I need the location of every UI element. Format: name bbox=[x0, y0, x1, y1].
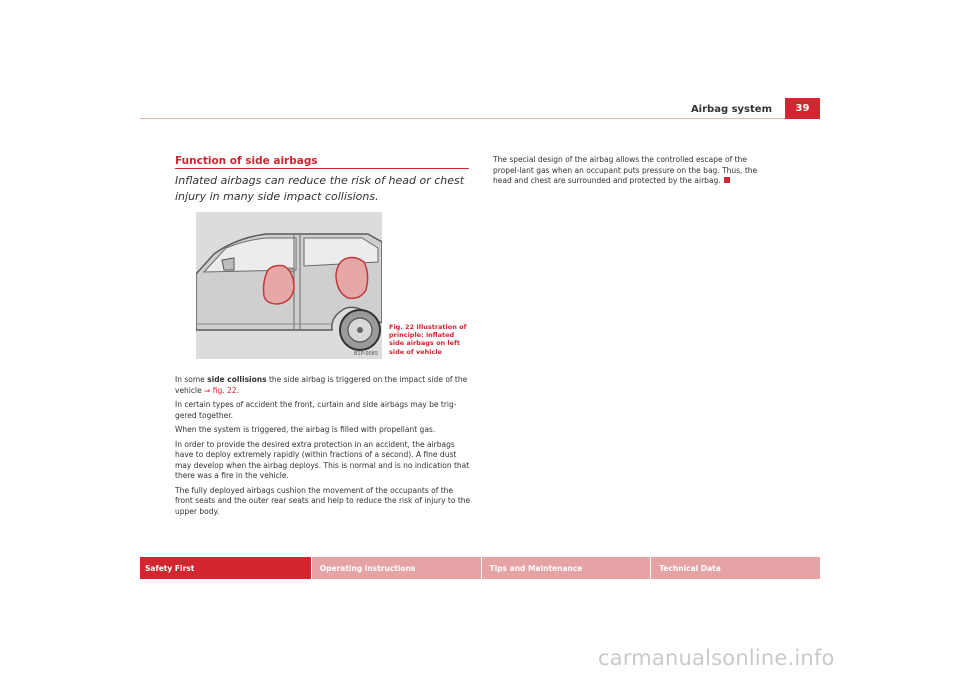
page-number: 39 bbox=[785, 98, 820, 119]
chapter-tab-bar bbox=[140, 557, 820, 579]
tab-operating-instructions[interactable]: Operating instructions bbox=[312, 557, 481, 579]
right-paragraph-1: The special design of the airbag allows the controlled escape of the propel-lant gas when an occupant puts pressure on the bag. Thus, the head and chest are surrounded and protected by the airbag. bbox=[493, 155, 758, 185]
body-text bbox=[175, 375, 471, 521]
watermark: carmanualsonline.info bbox=[598, 646, 835, 670]
end-of-section-icon bbox=[724, 177, 730, 183]
figure-reference-link[interactable]: ⇒ fig. 22 bbox=[204, 385, 237, 395]
right-column-text bbox=[493, 155, 773, 187]
paragraph-3: When the system is triggered, the airbag is filled with propellant gas. bbox=[175, 425, 436, 434]
figure-code: B1P-0085 bbox=[354, 351, 379, 357]
header-rule bbox=[140, 118, 820, 119]
tab-tips-and-maintenance[interactable]: Tips and Maintenance bbox=[482, 557, 651, 579]
section-lead: Inflated airbags can reduce the risk of head or chest injury in many side impact collisions. bbox=[175, 174, 465, 203]
paragraph-4: In order to provide the desired extra protection in an accident, the airbags have to deploy extremely rapidly (within fractions of a second). A fine dust may develop when the airbag deploys. This is normal and is no indication that there was a fire in the vehicle. bbox=[175, 439, 470, 480]
term-side-collisions: side collisions bbox=[207, 375, 267, 384]
tab-safety-first[interactable]: Safety First bbox=[140, 557, 311, 579]
tab-technical-data[interactable]: Technical Data bbox=[651, 557, 820, 579]
paragraph-2: In certain types of accident the front, curtain and side airbags may be trig-gered together. bbox=[175, 400, 457, 420]
car-side-airbag-illustration bbox=[196, 212, 382, 359]
section-rule bbox=[175, 168, 469, 169]
paragraph-5: The fully deployed airbags cushion the movement of the occupants of the front seats and the outer rear seats and help to reduce the risk of injury to the upper body. bbox=[175, 485, 471, 516]
figure-caption: Fig. 22 Illustration of principle: inflated side airbags on left side of vehicle bbox=[389, 323, 467, 356]
paragraph-1: In some side collisions the side airbag is triggered on the impact side of the vehicle ⇒ fig. 22. bbox=[175, 375, 468, 395]
section-title: Function of side airbags bbox=[175, 155, 318, 167]
header-title: Airbag system bbox=[690, 104, 772, 115]
